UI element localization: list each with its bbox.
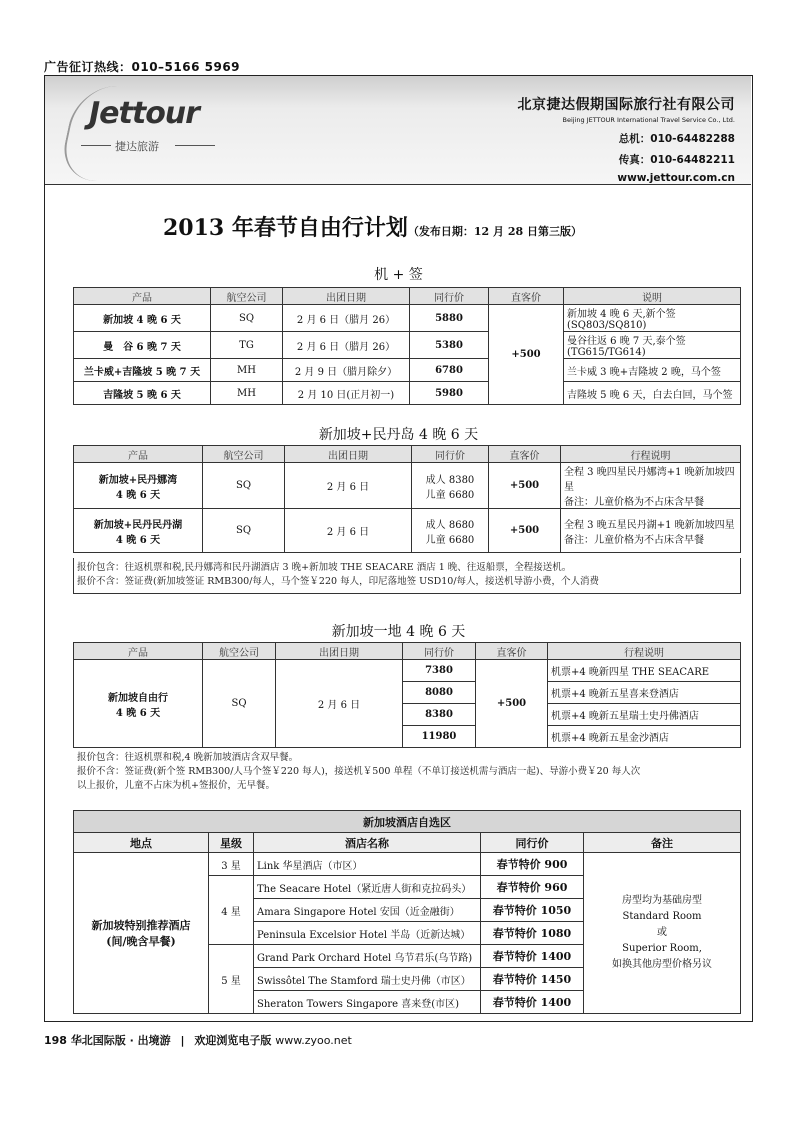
remark-line: 房型均为基础房型 — [622, 895, 702, 906]
section3-table — [73, 642, 741, 748]
section1-title: 机 + 签 — [374, 267, 423, 283]
desc-cell: 机票+4 晚新五星金沙酒店 — [548, 726, 741, 748]
col-header: 同行价 — [403, 643, 476, 660]
col-header: 出团日期 — [276, 643, 403, 660]
adult-price: 成人 8380 — [425, 474, 475, 486]
date-cell: 2 月 10 日(正月初一) — [283, 382, 410, 405]
star-cell: 5 星 — [209, 945, 254, 1014]
desc-cell: 吉隆坡 5 晚 6 天，白去白回，马个签 — [564, 382, 741, 405]
hotel-price-cell: 春节特价 1450 — [481, 968, 584, 991]
direct-price-cell: +500 — [489, 463, 561, 509]
child-price: 儿童 6680 — [425, 489, 475, 501]
note-included: 报价包含：往返机票和税,民丹娜湾和民丹湖酒店 3 晚+新加坡 THE SEACARE 酒店 1 晚、往返船票，全程接送机。 — [77, 562, 572, 573]
hotel-price-cell: 春节特价 1080 — [481, 922, 584, 945]
table-row — [74, 332, 741, 359]
airline-cell: SQ — [203, 509, 285, 553]
peer-price-cell: 5980 — [410, 382, 489, 405]
col-header: 产品 — [74, 288, 211, 305]
company-name-cn: 北京捷达假期国际旅行社有限公司 — [517, 97, 735, 113]
jettour-logo — [63, 86, 213, 166]
peer-price-cell: 7380 — [403, 660, 476, 682]
remark-line: 如换其他房型价格另议 — [612, 959, 712, 970]
desc-cell: 机票+4 晚新四星 THE SEACARE — [548, 660, 741, 682]
footer-cta: 欢迎浏览电子版 — [194, 1034, 272, 1047]
hotel-name-cell: The Seacare Hotel（紧近唐人街和克拉码头） — [254, 876, 481, 899]
star-cell: 3 星 — [209, 853, 254, 876]
direct-price-cell: +500 — [489, 509, 561, 553]
adult-price: 成人 8680 — [425, 519, 475, 531]
section1-table — [73, 287, 741, 405]
remark-line: Superior Room, — [622, 943, 702, 954]
title-date: （发布日期：12 月 28 日第三版） — [407, 225, 582, 238]
hotel-name-cell: Grand Park Orchard Hotel 乌节君乐(乌节路) — [254, 945, 481, 968]
page-title — [163, 211, 582, 242]
page-frame — [44, 75, 753, 1022]
note-excluded: 报价不含：签证费(新个签 RMB300/人马个签￥220 每人)，接送机￥500 单程（不单订接送机需与酒店一起)、导游小费￥20 每人次 — [77, 766, 641, 777]
product-cell: 吉隆坡 5 晚 6 天 — [74, 382, 211, 405]
hotel-name-cell: Sheraton Towers Singapore 喜来登(市区) — [254, 991, 481, 1014]
date-cell: 2 月 9 日（腊月除夕） — [283, 359, 410, 382]
desc-cell: 曼谷往返 6 晚 7 天,泰个签(TG615/TG614) — [564, 332, 741, 359]
product-cell: 新加坡+民丹娜湾 — [98, 474, 178, 486]
table-row — [74, 660, 741, 682]
col-header: 航空公司 — [203, 643, 276, 660]
peer-price-cell: 5380 — [410, 332, 489, 359]
airline-cell: SQ — [203, 660, 276, 748]
location-note: (间/晚含早餐) — [106, 935, 176, 948]
logo-text: Jettour — [89, 96, 199, 131]
table-row — [74, 305, 741, 332]
logo-rule — [81, 145, 111, 146]
product-duration: 4 晚 6 天 — [115, 707, 161, 719]
desc-remark: 备注：儿童价格为不占床含早餐 — [564, 534, 704, 546]
product-cell: 新加坡+民丹民丹湖 — [93, 519, 183, 531]
section3-notes — [77, 751, 741, 793]
airline-cell: MH — [211, 382, 283, 405]
col-header: 行程说明 — [548, 643, 741, 660]
company-phone: 总机：010-64482288 — [618, 133, 735, 145]
location-name: 新加坡特别推荐酒店 — [91, 919, 191, 932]
star-cell: 4 星 — [209, 876, 254, 945]
col-header: 直客价 — [489, 446, 561, 463]
direct-price-cell: +500 — [476, 660, 548, 748]
col-header: 同行价 — [481, 833, 584, 853]
col-header: 行程说明 — [561, 446, 741, 463]
table-row — [74, 463, 741, 509]
hotel-price-cell: 春节特价 960 — [481, 876, 584, 899]
col-header: 酒店名称 — [254, 833, 481, 853]
peer-price-cell: 5880 — [410, 305, 489, 332]
section3-title: 新加坡一地 4 晚 6 天 — [331, 624, 466, 640]
date-cell: 2 月 6 日 — [276, 660, 403, 748]
col-header: 星级 — [209, 833, 254, 853]
company-fax: 传真：010-64482211 — [618, 154, 735, 166]
desc-remark: 备注：儿童价格为不占床含早餐 — [564, 497, 704, 508]
section2-title: 新加坡+民丹岛 4 晚 6 天 — [318, 427, 479, 443]
main-title: 2013 年春节自由行计划 — [163, 215, 408, 241]
col-header: 直客价 — [476, 643, 548, 660]
table-row — [74, 382, 741, 405]
remark-line: 或 — [657, 927, 667, 938]
col-header: 同行价 — [410, 288, 489, 305]
direct-price-cell: +500 — [489, 305, 564, 405]
product-cell: 新加坡自由行 — [108, 692, 168, 704]
date-cell: 2 月 6 日 — [285, 509, 412, 553]
company-info — [518, 94, 736, 184]
hotel-section-title: 新加坡酒店自选区 — [74, 811, 741, 833]
company-name-en: Beijing JETTOUR International Travel Service Co., Ltd. — [562, 116, 735, 124]
col-header: 出团日期 — [283, 288, 410, 305]
airline-cell: SQ — [211, 305, 283, 332]
airline-cell: SQ — [203, 463, 285, 509]
logo-rule — [175, 145, 215, 146]
remark-line: Standard Room — [622, 911, 702, 922]
product-duration: 4 晚 6 天 — [115, 489, 161, 501]
logo-subtitle: 捷达旅游 — [115, 140, 159, 153]
header-band — [45, 76, 751, 185]
page-number: 198 — [44, 1034, 67, 1047]
note-excluded: 报价不含：签证费(新加坡签证 RMB300/每人，马个签￥220 每人，印尼落地签 USD10/每人，接送机导游小费，个人消费 — [77, 576, 600, 587]
col-header: 产品 — [74, 643, 203, 660]
peer-price-cell: 8380 — [403, 704, 476, 726]
section2-table — [73, 445, 741, 553]
col-header: 航空公司 — [211, 288, 283, 305]
airline-cell: MH — [211, 359, 283, 382]
footer-url[interactable]: www.zyoo.net — [275, 1034, 352, 1047]
publication-name: 华北国际版 · 出境游 — [70, 1034, 171, 1047]
peer-price-cell: 6780 — [410, 359, 489, 382]
note-child: 以上报价，儿童不占床为机+签报价，无早餐。 — [77, 780, 275, 791]
table-row — [74, 359, 741, 382]
table-row — [74, 509, 741, 553]
col-header: 出团日期 — [285, 446, 412, 463]
hotel-price-cell: 春节特价 1400 — [481, 945, 584, 968]
product-cell: 兰卡威+吉隆坡 5 晚 7 天 — [74, 359, 211, 382]
desc-cell: 机票+4 晚新五星喜来登酒店 — [548, 682, 741, 704]
product-cell: 新加坡 4 晚 6 天 — [74, 305, 211, 332]
notes-box — [73, 558, 741, 594]
col-header: 备注 — [584, 833, 741, 853]
table-row — [74, 853, 741, 876]
col-header: 地点 — [74, 833, 209, 853]
col-header: 产品 — [74, 446, 203, 463]
desc-line: 全程 3 晚四星民丹娜湾+1 晚新加坡四星 — [564, 467, 735, 493]
col-header: 直客价 — [489, 288, 564, 305]
hotel-price-cell: 春节特价 1050 — [481, 899, 584, 922]
child-price: 儿童 6680 — [425, 534, 475, 546]
page-footer — [44, 1032, 352, 1048]
product-duration: 4 晚 6 天 — [115, 534, 161, 546]
col-header: 同行价 — [412, 446, 489, 463]
col-header: 说明 — [564, 288, 741, 305]
date-cell: 2 月 6 日 — [285, 463, 412, 509]
peer-price-cell: 8080 — [403, 682, 476, 704]
peer-price-cell: 11980 — [403, 726, 476, 748]
hotel-name-cell: Link 华星酒店（市区） — [254, 853, 481, 876]
footer-separator: | — [180, 1034, 185, 1047]
date-cell: 2 月 6 日（腊月 26） — [283, 305, 410, 332]
airline-cell: TG — [211, 332, 283, 359]
company-website[interactable]: www.jettour.com.cn — [617, 172, 735, 184]
hotel-table — [73, 810, 741, 1014]
product-cell: 曼 谷 6 晚 7 天 — [74, 332, 211, 359]
desc-cell: 兰卡威 3 晚+吉隆坡 2 晚，马个签 — [564, 359, 741, 382]
hotel-name-cell: Swissôtel The Stamford 瑞士史丹佛（市区） — [254, 968, 481, 991]
desc-cell: 新加坡 4 晚 6 天,新个签(SQ803/SQ810) — [564, 305, 741, 332]
hotel-price-cell: 春节特价 1400 — [481, 991, 584, 1014]
desc-line: 全程 3 晚五星民丹湖+1 晚新加坡四星 — [564, 519, 735, 531]
hotel-name-cell: Peninsula Excelsior Hotel 半岛（近新达城） — [254, 922, 481, 945]
note-included: 报价包含：往返机票和税,4 晚新加坡酒店含双早餐。 — [77, 752, 299, 763]
hotel-name-cell: Amara Singapore Hotel 安国（近金融街） — [254, 899, 481, 922]
desc-cell: 机票+4 晚新五星瑞士史丹佛酒店 — [548, 704, 741, 726]
col-header: 航空公司 — [203, 446, 285, 463]
hotel-price-cell: 春节特价 900 — [481, 853, 584, 876]
date-cell: 2 月 6 日（腊月 26） — [283, 332, 410, 359]
ad-hotline: 广告征订热线：010–5166 5969 — [44, 60, 241, 74]
